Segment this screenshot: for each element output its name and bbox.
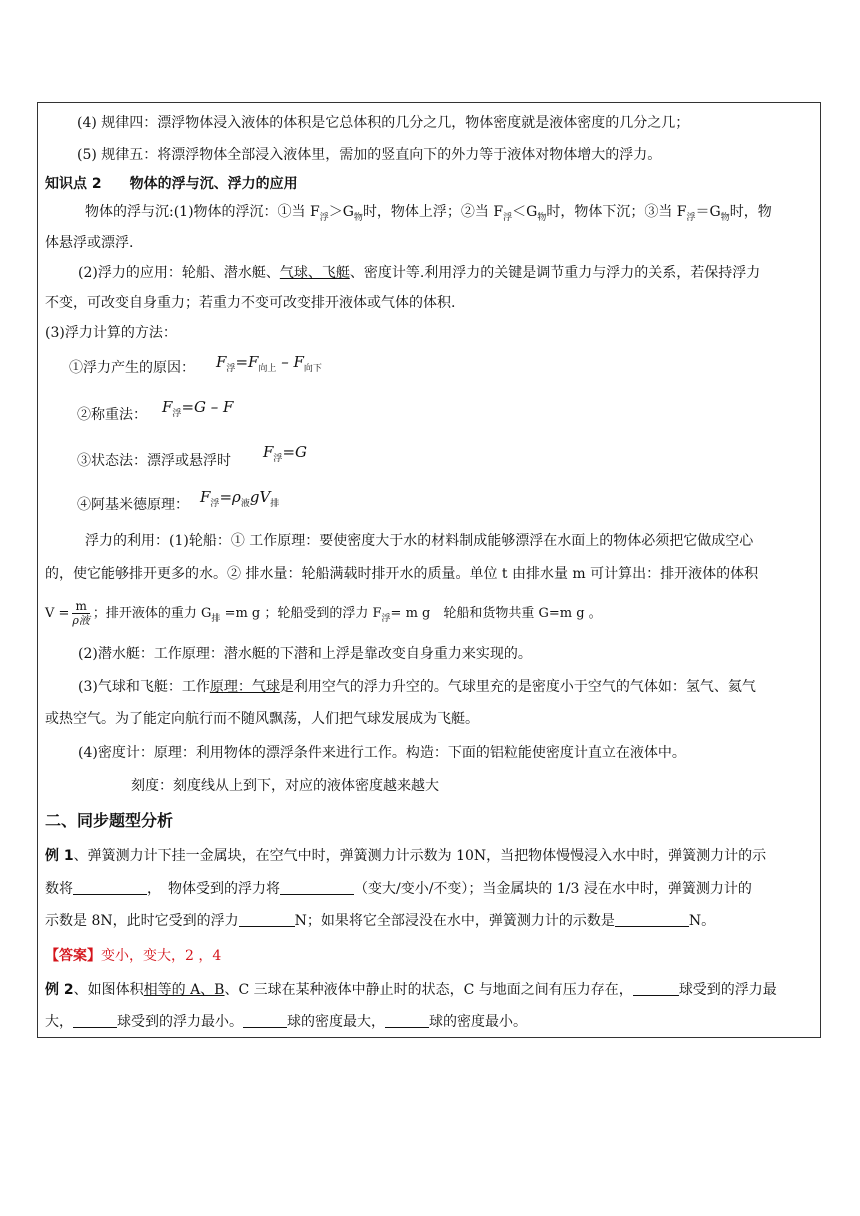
submarine-line xyxy=(78,644,532,664)
balloon-text-a: (3)气球和飞艇：工作 xyxy=(78,679,210,695)
method-2-line xyxy=(77,405,147,425)
rule-4-text: (4) 规律四：漂浮物体浸入液体的体积是它总体积的几分之几，物体密度就是液体密度的几分之几； xyxy=(77,115,690,131)
float-sink-text-g: 时，物 xyxy=(729,204,772,220)
formula-part: – F xyxy=(276,353,304,371)
example-2-text-d2: 球受到的浮力最小。 xyxy=(117,1014,243,1030)
example-1-text-b1: 数将 xyxy=(45,881,73,897)
rule-4-line xyxy=(77,113,689,133)
float-sink-text-f: ＝G xyxy=(695,204,721,220)
example-1-text-c1: 示数是 8N，此时它受到的浮力 xyxy=(45,913,239,929)
answer-blank[interactable] xyxy=(73,880,147,895)
subscript: 向下 xyxy=(303,364,322,374)
subscript: 浮 xyxy=(172,409,182,419)
fraction-numerator: m xyxy=(75,599,87,613)
scale-line xyxy=(131,776,439,796)
rule-5-line xyxy=(77,145,661,165)
formula-part: F xyxy=(263,443,274,461)
formula-part: F xyxy=(216,353,227,371)
ship-text-1: 浮力的利用：(1)轮船：① 工作原理：要使密度大于水的材料制成能够漂浮在水面上的物体必须把它做成空心 xyxy=(85,533,754,549)
balloon-line xyxy=(78,677,756,697)
answer-label: 【答案】 xyxy=(45,948,101,964)
subscript: 排 xyxy=(211,614,221,624)
method-1-line xyxy=(69,358,195,378)
method-1-label: ①浮力产生的原因： xyxy=(69,360,195,376)
formula-part: =F xyxy=(235,353,259,371)
formula-part: F xyxy=(200,488,211,506)
example-2-text-a: 、如图体积 xyxy=(73,982,144,998)
subscript: 浮 xyxy=(273,454,283,464)
example-2-text-d1: 大， xyxy=(45,1014,73,1030)
answer-blank[interactable] xyxy=(280,880,354,895)
rule-5-text: (5) 规律五：将漂浮物体全部浸入液体里，需加的竖直向下的外力等于液体对物体增大的浮力。 xyxy=(77,147,662,163)
subscript: 浮 xyxy=(226,364,236,374)
balloon-underlined: 原理：气球 xyxy=(209,679,280,695)
float-sink-cont xyxy=(45,233,133,253)
subscript: 浮 xyxy=(381,614,391,624)
kp2-title-text: 知识点 2 物体的浮与沉、浮力的应用 xyxy=(45,176,298,192)
app-text-a: (2)浮力的应用：轮船、潜水艇、 xyxy=(78,265,280,281)
subscript: 排 xyxy=(270,499,280,509)
method-4-formula xyxy=(200,487,279,514)
example-2-text-d3: 球的密度最大， xyxy=(287,1014,385,1030)
answer-line xyxy=(45,946,221,966)
ship-text-2: 的，使它能够排开更多的水。② 排水量：轮船满载时排开水的质量。单位 t 由排水量 m 可计算出：排开液体的体积 xyxy=(45,566,759,582)
answer-blank[interactable] xyxy=(243,1013,287,1028)
method-3-label: ③状态法：漂浮或悬浮时 xyxy=(77,453,231,469)
volume-fraction xyxy=(72,600,89,627)
example-1-line-1 xyxy=(45,846,766,866)
scale-text: 刻度：刻度线从上到下，对应的液体密度越来越大 xyxy=(131,778,439,794)
example-2-text-d4: 球的密度最小。 xyxy=(429,1014,527,1030)
float-sink-text-a: 物体的浮与沉:(1)物体的浮沉：①当 F xyxy=(85,204,320,220)
ship-line-2 xyxy=(45,564,758,584)
formula-part: =G xyxy=(282,443,307,461)
answer-blank[interactable] xyxy=(73,1013,117,1028)
balloon-cont-text: 或热空气。为了能定向航行而不随风飘荡，人们把气球发展成为飞艇。 xyxy=(45,711,479,727)
example-1-text-c2: N；如果将它全部浸没在水中，弹簧测力计的示数是 xyxy=(294,913,615,929)
float-sink-cont-text: 体悬浮或漂浮. xyxy=(45,235,134,251)
answer-blank[interactable] xyxy=(633,981,679,996)
answer-text: 变小，变大，2 ，4 xyxy=(101,948,222,964)
float-sink-text-d: ＜G xyxy=(512,204,538,220)
section-2-text: 二、同步题型分析 xyxy=(45,811,174,830)
answer-blank[interactable] xyxy=(239,912,295,927)
subscript: 浮 xyxy=(503,213,513,223)
method-3-formula xyxy=(263,442,307,469)
hydrometer-text: (4)密度计：原理：利用物体的漂浮条件来进行工作。构造：下面的铝粒能使密度计直立在液体中。 xyxy=(78,745,686,761)
example-2-label: 例 2 xyxy=(45,982,74,998)
app-text-b: 、密度计等.利用浮力的关键是调节重力与浮力的关系，若保持浮力 xyxy=(349,265,761,281)
hydrometer-line xyxy=(78,743,686,763)
example-2-text-c: 球受到的浮力最 xyxy=(678,982,777,998)
submarine-text: (2)潜水艇：工作原理：潜水艇的下潜和上浮是靠改变自身重力来实现的。 xyxy=(78,646,532,662)
method-1-formula xyxy=(216,352,322,379)
example-1-text-a: 、弹簧测力计下挂一金属块，在空气中时，弹簧测力计示数为 10N，当把物体慢慢浸入水中时，弹簧测力计的示 xyxy=(73,848,767,864)
balloon-text-b: 是利用空气的浮力升空的。气球里充的是密度小于空气的气体如：氢气、氦气 xyxy=(279,679,756,695)
ship-text-3c: = m g 轮船和货物共重 G=m g 。 xyxy=(390,606,602,621)
example-1-line-2 xyxy=(45,879,752,899)
formula-part: gV xyxy=(249,488,271,506)
method-2-label: ②称重法： xyxy=(77,407,147,423)
application-line xyxy=(78,263,760,283)
example-1-text-b2: ， 物体受到的浮力将 xyxy=(147,881,280,897)
ship-text-3a: ；排开液体的重力 G xyxy=(92,606,212,621)
example-1-line-3 xyxy=(45,911,715,931)
balloon-cont xyxy=(45,709,479,729)
calc-title-text: (3)浮力计算的方法： xyxy=(45,325,177,341)
ship-line-3 xyxy=(45,600,602,629)
method-4-label: ④阿基米德原理： xyxy=(77,497,189,513)
knowledge-point-2-title xyxy=(45,174,298,194)
example-2-text-b: 、C 三球在某种液体中静止时的状态，C 与地面之间有压力存在， xyxy=(224,982,633,998)
fraction-denominator: ρ液 xyxy=(72,614,90,627)
subscript: 物 xyxy=(353,213,363,223)
ship-text-3b: =m g ；轮船受到的浮力 F xyxy=(220,606,382,621)
subscript: 物 xyxy=(537,213,547,223)
volume-label: V = xyxy=(45,606,70,621)
answer-blank[interactable] xyxy=(385,1013,429,1028)
app-underlined: 气球、飞艇 xyxy=(279,265,350,281)
example-2-line-1 xyxy=(45,980,777,1000)
method-2-formula xyxy=(162,397,233,424)
method-3-line xyxy=(77,451,231,471)
subscript: 向上 xyxy=(258,364,277,374)
section-2-heading xyxy=(45,811,173,831)
subscript: 浮 xyxy=(210,499,220,509)
example-1-text-b3: （变大/变小/不变）；当金属块的 1/3 浸在水中时，弹簧测力计的 xyxy=(354,881,752,897)
formula-part: F xyxy=(162,398,173,416)
float-sink-text-b: ＞G xyxy=(328,204,354,220)
answer-blank[interactable] xyxy=(615,912,689,927)
float-sink-text-c: 时，物体上浮；②当 F xyxy=(362,204,504,220)
float-sink-text-e: 时，物体下沉；③当 F xyxy=(546,204,687,220)
app-cont-text: 不变，可改变自身重力；若重力不变可改变排开液体或气体的体积. xyxy=(45,295,456,311)
example-1-label: 例 1 xyxy=(45,848,74,864)
subscript: 液 xyxy=(240,499,250,509)
application-cont xyxy=(45,293,455,313)
subscript: 物 xyxy=(720,213,730,223)
example-1-text-c3: N。 xyxy=(688,913,716,929)
float-sink-line xyxy=(85,202,772,228)
ship-line-1 xyxy=(85,531,753,551)
example-2-line-2 xyxy=(45,1012,527,1032)
calc-methods-title xyxy=(45,323,177,343)
formula-part: =ρ xyxy=(219,488,241,506)
subscript: 浮 xyxy=(319,213,329,223)
subscript: 浮 xyxy=(686,213,696,223)
example-2-underlined: 相等的 A、B xyxy=(143,982,225,998)
method-4-line xyxy=(77,495,189,515)
formula-part: =G – F xyxy=(181,398,234,416)
